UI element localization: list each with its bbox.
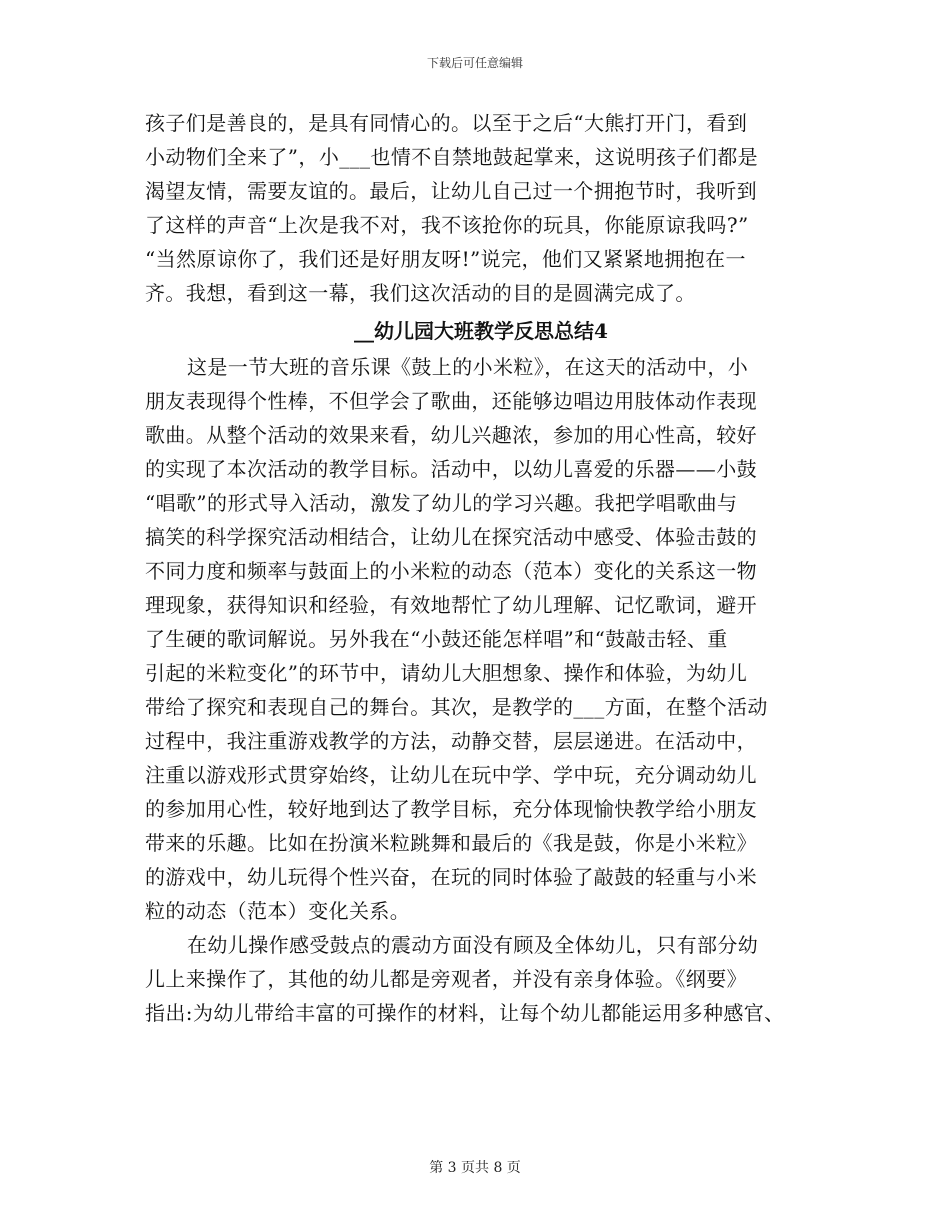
- text-line: 粒的动态（范本）变化关系。: [145, 899, 411, 923]
- paragraph-operation-reflection: [145, 928, 817, 1030]
- text-line: 小动物们全来了”，小___也情不自禁地鼓起掌来，这说明孩子们都是: [145, 145, 759, 169]
- text-line: “唱歌”的形式导入活动，激发了幼儿的学习兴趣。我把学唱歌曲与: [145, 491, 738, 515]
- page-number: 第 3 页共 8 页: [429, 1160, 521, 1176]
- text-line: 不同力度和频率与鼓面上的小米粒的动态（范本）变化的关系这一物: [145, 559, 757, 583]
- text-line: 带来的乐趣。比如在扮演米粒跳舞和最后的《我是鼓，你是小米粒》: [145, 831, 757, 855]
- paragraph-music-lesson: [145, 350, 817, 928]
- text-line: 过程中，我注重游戏教学的方法，动静交替，层层递进。在活动中，: [145, 729, 757, 753]
- text-line: 引起的米粒变化”的环节中，请幼儿大胆想象、操作和体验，为幼儿: [145, 661, 748, 685]
- text-line: 了这样的声音“上次是我不对，我不该抢你的玩具，你能原谅我吗?”: [145, 213, 749, 237]
- text-line: “当然原谅你了，我们还是好朋友呀!”说完，他们又紧紧地拥抱在一: [145, 247, 746, 271]
- text-line: 理现象，获得知识和经验，有效地帮忙了幼儿理解、记忆歌词，避开: [145, 593, 757, 617]
- text-line: 了生硬的歌词解说。另外我在“小鼓还能怎样唱”和“鼓敲击轻、重: [145, 627, 728, 651]
- text-line: 的实现了本次活动的教学目标。活动中，以幼儿喜爱的乐器——小鼓: [145, 457, 757, 481]
- header-note: 下载后可任意编辑: [426, 56, 523, 70]
- text-line: 孩子们是善良的，是具有同情心的。以至于之后“大熊打开门，看到: [145, 111, 748, 135]
- text-line: 的参加用心性，较好地到达了教学目标，充分体现愉快教学给小朋友: [145, 797, 757, 821]
- text-line: 歌曲。从整个活动的效果来看，幼儿兴趣浓，参加的用心性高，较好: [145, 423, 757, 447]
- text-line: 注重以游戏形式贯穿始终，让幼儿在玩中学、学中玩，充分调动幼儿: [145, 763, 757, 787]
- text-line: 指出:为幼儿带给丰富的可操作的材料，让每个幼儿都能运用多种感官、: [145, 1001, 785, 1025]
- text-line: 搞笑的科学探究活动相结合，让幼儿在探究活动中感受、体验击鼓的: [145, 525, 757, 549]
- text-line: 在幼儿操作感受鼓点的震动方面没有顾及全体幼儿，只有部分幼: [187, 933, 759, 957]
- text-line: 儿上来操作了，其他的幼儿都是旁观者，并没有亲身体验。《纲要》: [145, 967, 747, 991]
- text-line: 齐。我想，看到这一幕，我们这次活动的目的是圆满完成了。: [145, 281, 696, 305]
- text-line: 这是一节大班的音乐课《鼓上的小米粒》，在这天的活动中，小: [187, 355, 749, 379]
- text-line: 朋友表现得个性棒，不但学会了歌曲，还能够边唱边用肢体动作表现: [145, 389, 757, 413]
- text-line: 带给了探究和表现自己的舞台。其次，是教学的___方面，在整个活动: [145, 695, 768, 719]
- section-heading: __幼儿园大班教学反思总结4: [354, 319, 608, 343]
- text-line: 的游戏中，幼儿玩得个性兴奋，在玩的同时体验了敲鼓的轻重与小米: [145, 865, 757, 889]
- text-line: 渴望友情，需要友谊的。最后，让幼儿自己过一个拥抱节时，我听到: [145, 179, 757, 203]
- paragraph-friendship: [145, 106, 817, 310]
- document-body: [145, 106, 817, 1030]
